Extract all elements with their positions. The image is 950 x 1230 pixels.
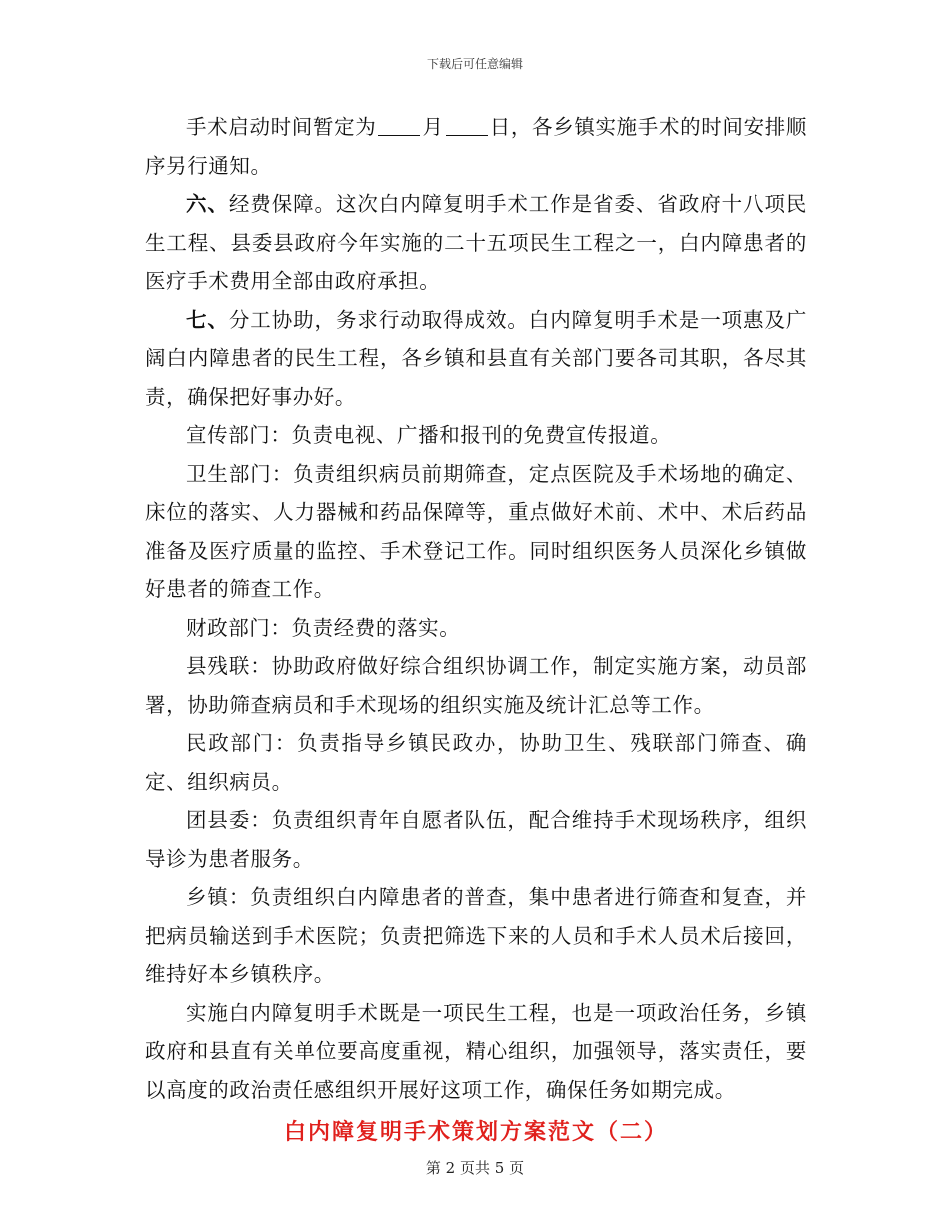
- paragraph-conclusion: 实施白内障复明手术既是一项民生工程，也是一项政治任务，乡镇政府和县直有关单位要高度重视，精心组织，加强领导，落实责任，要以高度的政治责任感组织开展好这项工作，确保任务如期完成。: [145, 1000, 807, 1102]
- paragraph-disabled-federation: 县残联：协助政府做好综合组织协调工作，制定实施方案，动员部署，协助筛查病员和手术现场的组织实施及统计汇总等工作。: [145, 654, 807, 717]
- funding-lead: 六、: [186, 192, 229, 216]
- paragraph-township: 乡镇：负责组织白内障患者的普查，集中患者进行筛查和复查，并把病员输送到手术医院；负责把筛选下来的人员和手术人员术后接回，维持好本乡镇秩序。: [145, 885, 807, 986]
- division-lead: 七、: [186, 307, 229, 332]
- paragraph-civil-affairs: 民政部门：负责指导乡镇民政办，协助卫生、残联部门筛查、确定、组织病员。: [145, 731, 807, 794]
- start-time-text-a: 手术启动时间暂定为: [186, 115, 377, 139]
- page-footer: 第 2 页共 5 页: [425, 1159, 525, 1177]
- month-blank: [378, 115, 420, 137]
- document-body: [145, 108, 807, 1153]
- paragraph-publicity: 宣传部门：负责电视、广播和报刊的免费宣传报道。: [186, 423, 672, 447]
- page-header: 下载后可任意编辑: [426, 57, 523, 71]
- paragraph-start-time: [145, 108, 807, 185]
- start-time-text-c: 日，各乡镇实施手术的时间安排顺序另行通知。: [145, 115, 807, 178]
- paragraph-division: [145, 301, 807, 417]
- day-blank: [446, 115, 488, 137]
- paragraph-funding: [145, 185, 807, 301]
- start-time-text-b: 月: [422, 115, 444, 139]
- funding-body: 经费保障。这次白内障复明手术工作是省委、省政府十八项民生工程、县委县政府今年实施的二十五项民生工程之一，白内障患者的医疗手术费用全部由政府承担。: [145, 192, 808, 293]
- division-body: 分工协助，务求行动取得成效。白内障复明手术是一项惠及广阔白内障患者的民生工程，各乡镇和县直有关部门要各司其职，各尽其责，确保把好事办好。: [145, 307, 808, 409]
- paragraph-finance: 财政部门：负责经费的落实。: [186, 615, 461, 640]
- paragraph-health: 卫生部门：负责组织病员前期筛查，定点医院及手术场地的确定、床位的落实、人力器械和药品保障等，重点做好术前、术中、术后药品准备及医疗质量的监控、手术登记工作。同时组织医务人员深化乡镇做好患者的筛查工作。: [145, 461, 807, 601]
- section-title: 白内障复明手术策划方案范文（二）: [283, 1120, 668, 1145]
- paragraph-youth-league: 团县委：负责组织青年自愿者队伍，配合维持手术现场秩序，组织导诊为患者服务。: [145, 808, 807, 871]
